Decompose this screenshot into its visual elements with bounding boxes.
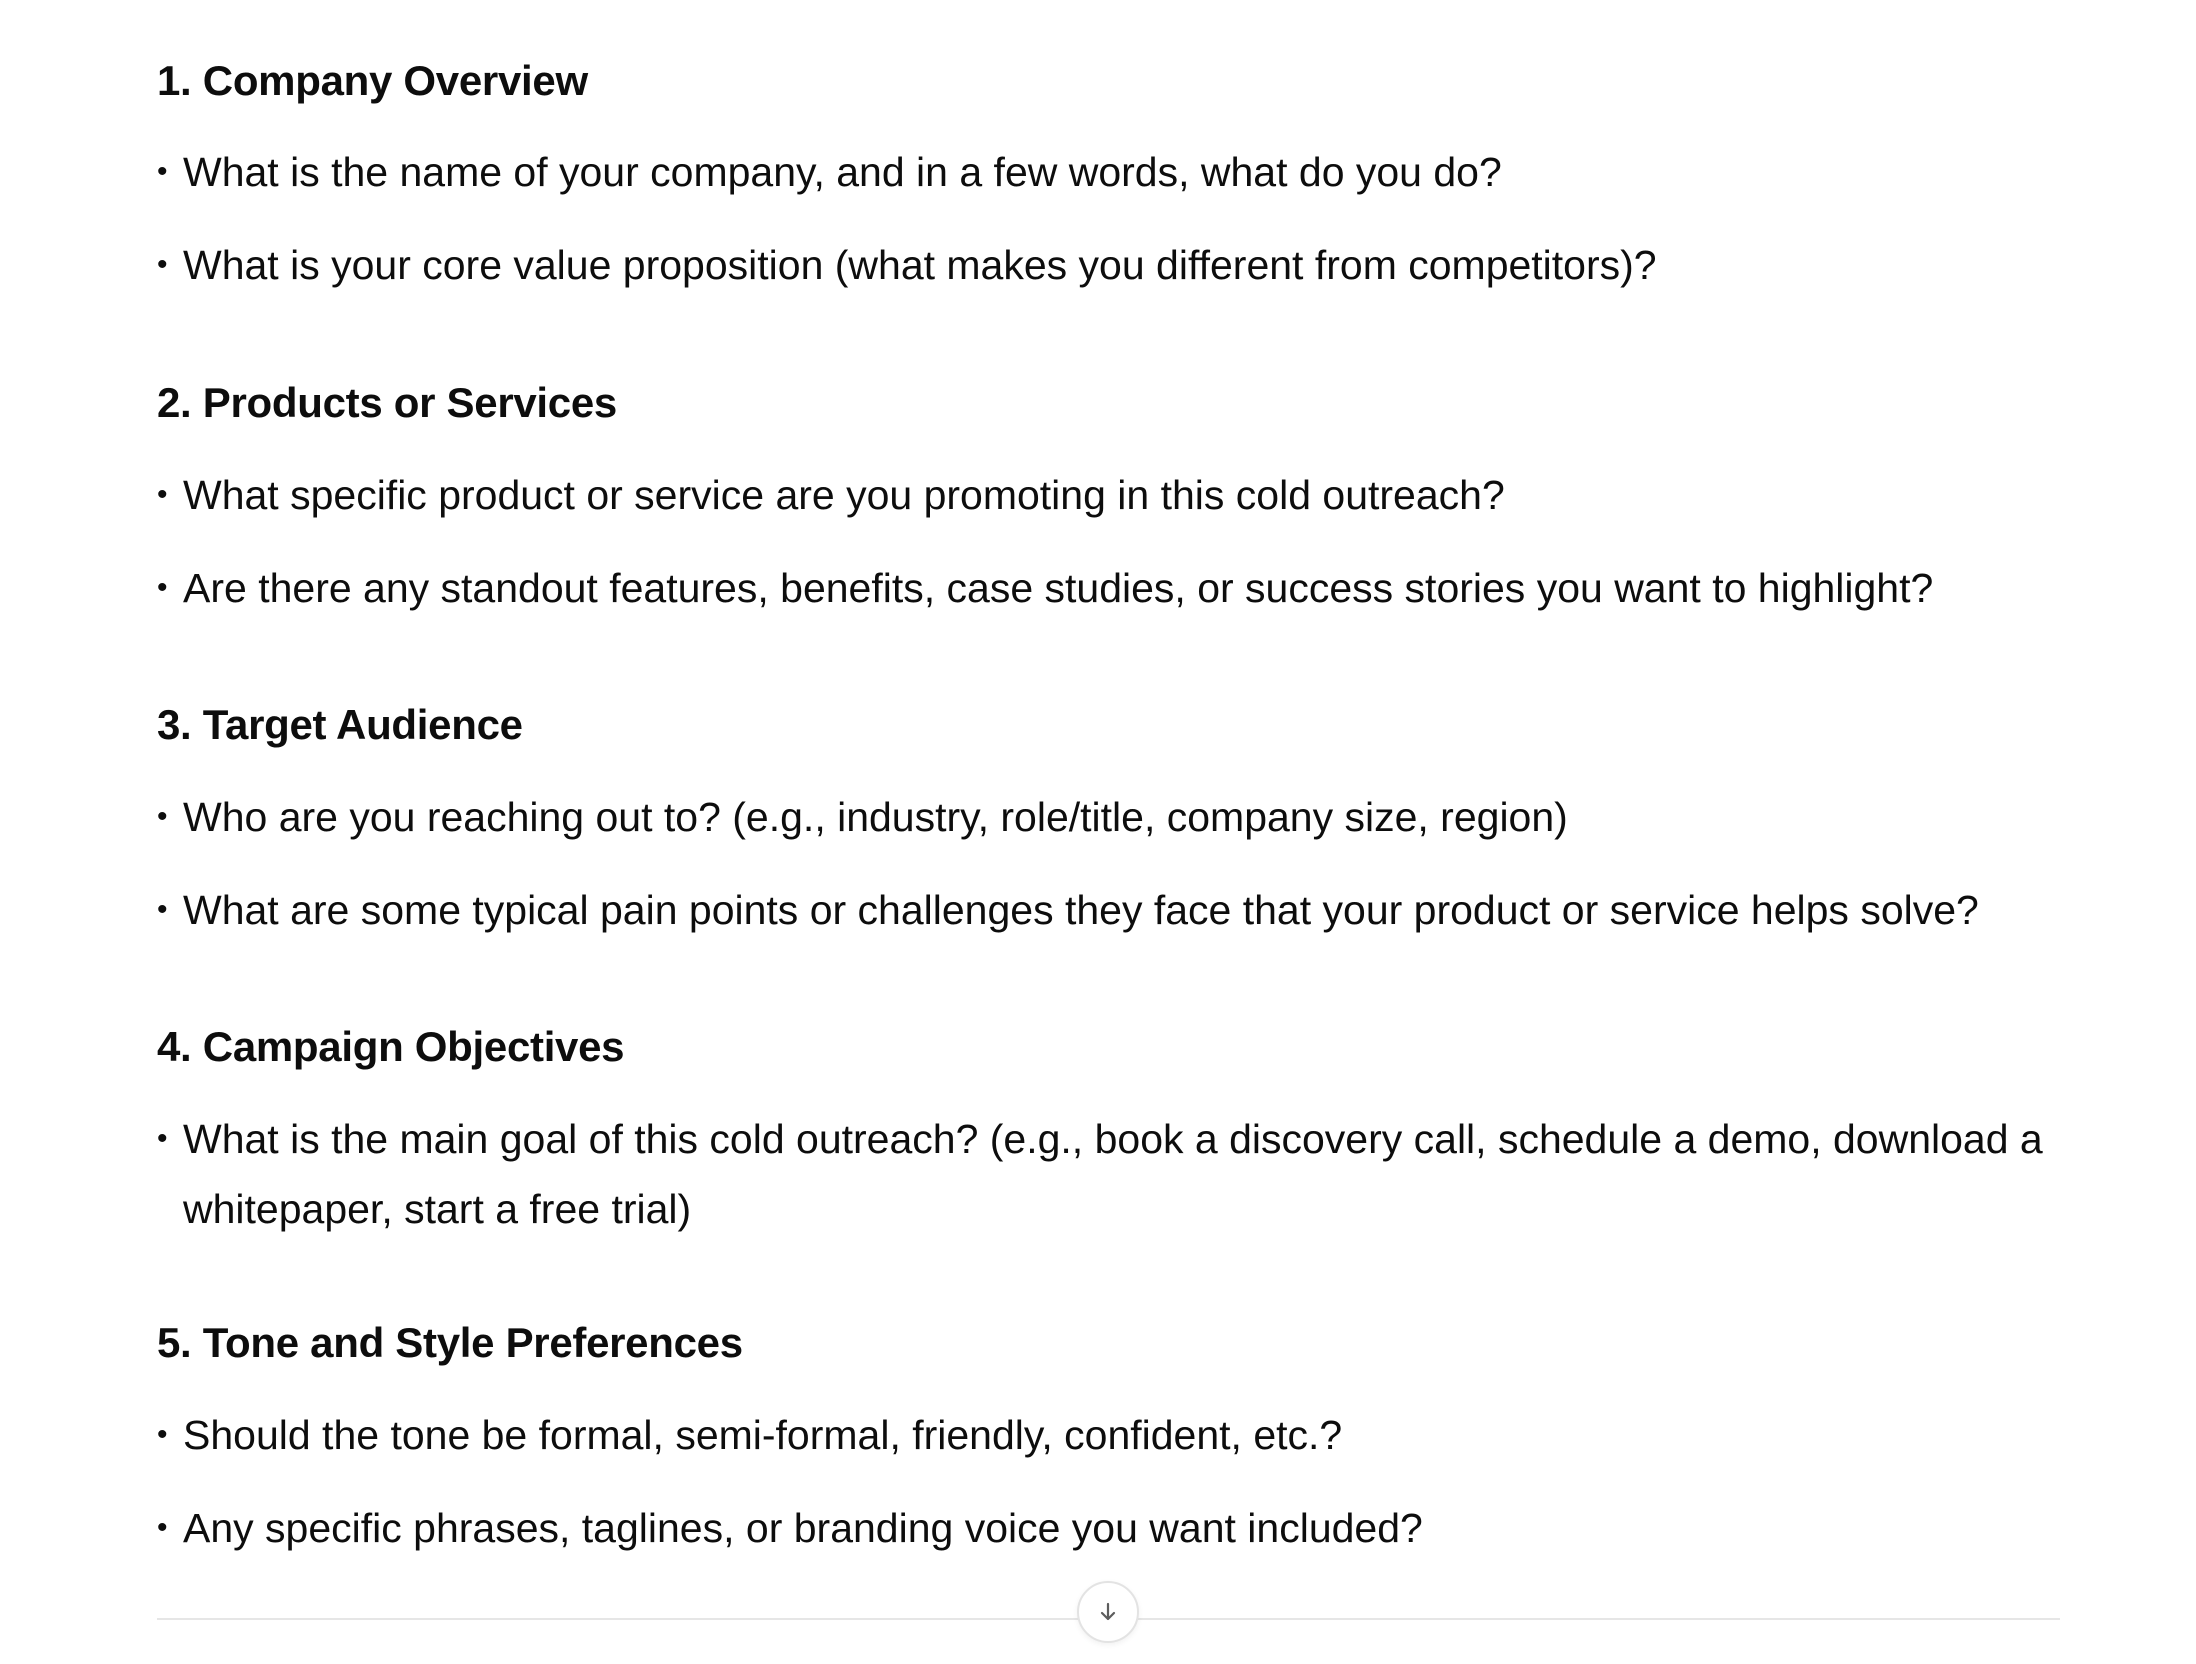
list-item [157,1104,2077,1244]
list-item [157,875,2077,945]
bullet-icon: • [157,155,168,188]
list-item [157,460,2077,530]
list-item-text: What is the name of your company, and in a few words, what do you do? [183,149,1502,195]
bullet-icon: • [157,1511,168,1544]
list-item [157,553,2077,623]
bullet-icon: • [157,571,168,604]
list-item-text: Are there any standout features, benefits, case studies, or success stories you want to highlight? [183,565,1934,611]
list-item-text: What is the main goal of this cold outreach? (e.g., book a discovery call, schedule a demo, download a whitepaper, start a free trial) [183,1116,2043,1232]
list-item-text: What are some typical pain points or challenges they face that your product or service helps solve? [183,887,1979,933]
bullet-icon: • [157,1418,168,1451]
bullet-icon: • [157,1122,168,1155]
bullet-icon: • [157,800,168,833]
bullet-icon: • [157,478,168,511]
section-title: 3. Target Audience [157,701,523,748]
list-item-text: Who are you reaching out to? (e.g., industry, role/title, company size, region) [183,794,1568,840]
section-title: 4. Campaign Objectives [157,1023,625,1070]
bullet-icon: • [157,893,168,926]
list-item [157,1493,2077,1563]
scroll-to-bottom-button[interactable] [1077,1581,1139,1643]
list-item-text: Any specific phrases, taglines, or branding voice you want included? [183,1505,1423,1551]
list-item-text: What is your core value proposition (what makes you different from competitors)? [183,242,1657,288]
section-title: 2. Products or Services [157,379,617,426]
list-item [157,1400,2077,1470]
list-item [157,230,2077,300]
section-title: 5. Tone and Style Preferences [157,1319,743,1366]
list-item [157,137,2077,207]
list-item-text: Should the tone be formal, semi-formal, friendly, confident, etc.? [183,1412,1343,1458]
list-item-text: What specific product or service are you promoting in this cold outreach? [183,472,1505,518]
arrow-down-icon [1096,1600,1120,1624]
list-item [157,782,2077,852]
section-title: 1. Company Overview [157,57,588,104]
bullet-icon: • [157,248,168,281]
